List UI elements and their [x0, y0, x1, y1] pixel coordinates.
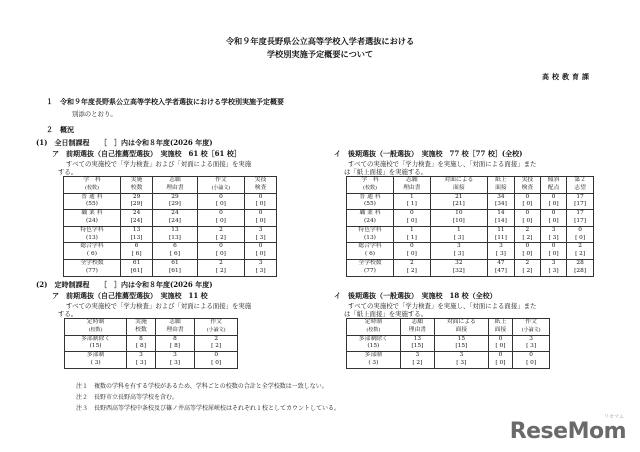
table-cell: 2 [ 2]: [197, 226, 245, 243]
table-cell: 0 [ 0]: [540, 210, 566, 227]
table-cell: 2 [ 2]: [514, 259, 540, 276]
fulltime-early-heading: ア 前期選抜（自己推薦型選抜） 実施校 61 校［61 校］: [52, 149, 241, 158]
table-cell: 13 [13]: [153, 226, 197, 243]
fulltime-early-desc2: する。: [58, 168, 78, 176]
table-cell: 0 [ 0]: [514, 210, 540, 227]
table-cell: 3 [ 3]: [155, 352, 195, 369]
table-row: [65, 335, 238, 352]
table-row: [64, 210, 277, 227]
table-row: [347, 210, 594, 227]
table-cell: 3 [ 3]: [540, 259, 566, 276]
table-cell: 3 [ 3]: [245, 226, 277, 243]
table-cell: 29 [29]: [120, 193, 152, 210]
table-cell: 24 [24]: [120, 210, 152, 227]
table-cell: 10 [10]: [430, 210, 487, 227]
table-total-row: [64, 259, 277, 276]
note-1: 注１ 複数の学科を有する学校があるため、学科ごとの校数の合計と全学校数は一致しない。: [76, 383, 328, 390]
table-cell: 0 [ 0]: [540, 193, 566, 210]
table-cell: 0 [ 0]: [197, 210, 245, 227]
table-cell: 2 [ 2]: [394, 259, 431, 276]
table-cell: 11 [11]: [488, 226, 515, 243]
table-header-cell: 学 科 (校数): [64, 177, 121, 194]
table-cell: 32 [32]: [430, 259, 487, 276]
table-header-cell: 対面による 面接: [434, 319, 488, 336]
table-header-cell: 志願 理由書: [153, 177, 197, 194]
table-header-cell: 実技 検査: [245, 177, 277, 194]
table-cell: 総合学科 ( 6): [64, 243, 121, 260]
table-header-cell: 傾斜 配点: [540, 177, 566, 194]
table-header-row: [347, 177, 594, 194]
fulltime-heading: (1) 全日制課程 ［ ］内は令和８年度(2026 年度): [36, 138, 213, 147]
table-cell: 28 [28]: [567, 259, 594, 276]
table-cell: 0 [ 0]: [540, 243, 566, 260]
parttime-late-heading: イ 後期選抜（一般選抜） 実施校 18 校（全校）: [334, 291, 497, 300]
table-cell: 29 [29]: [153, 193, 197, 210]
fulltime-late-heading: イ 後期選抜（一般選抜） 実施校 77 校［77 校］(全校): [334, 149, 523, 158]
table-cell: 0 [ 0]: [488, 335, 513, 352]
table-cell: 0 [ 0]: [197, 243, 245, 260]
table-cell: 3 [ 2]: [400, 352, 434, 369]
table-cell: 47 [47]: [488, 259, 515, 276]
table-cell: 61 [61]: [120, 259, 152, 276]
section1-heading: １ 令和９年度長野県公立高等学校入学者選抜における学校別実施予定概要: [46, 97, 284, 106]
table-cell: 多部制 ( 3): [347, 352, 401, 369]
resemom-logo: ReseMom: [509, 419, 626, 444]
parttime-early-desc1: すべての実施校で「学力検査」および「対面による面接」を実施: [66, 302, 252, 310]
table-row: [64, 193, 277, 210]
table-cell: 2 [ 2]: [197, 259, 245, 276]
table-cell: 3 [ 3]: [434, 352, 488, 369]
table-cell: 24 [24]: [153, 210, 197, 227]
table-cell: 34 [34]: [488, 193, 515, 210]
table-cell: 3 [ 3]: [513, 335, 550, 352]
table-total-row: [347, 259, 594, 276]
table-cell: 0 [ 0]: [195, 352, 238, 369]
table-row: [65, 352, 238, 369]
table-header-cell: 志願 理由書: [155, 319, 195, 336]
table-cell: 61 [61]: [153, 259, 197, 276]
table-header-cell: 学 科 (校数): [347, 177, 394, 194]
table-cell: 6 [ 6]: [120, 243, 152, 260]
table-header-cell: 定時制 (校数): [65, 319, 127, 336]
table-cell: 0 [ 0]: [488, 352, 513, 369]
table-cell: 総合学科 ( 6): [347, 243, 394, 260]
table-cell: 3 [ 3]: [540, 226, 566, 243]
table-header-row: [64, 177, 277, 194]
table-cell: 全学校数 (77): [64, 259, 121, 276]
table-header-cell: 紙上 面接: [488, 177, 515, 194]
table-row: [64, 243, 277, 260]
table-cell: 17 [17]: [567, 193, 594, 210]
table-cell: 21 [21]: [430, 193, 487, 210]
table-row: [347, 243, 594, 260]
table-cell: 1 [ 1]: [394, 226, 431, 243]
table-cell: 3 [ 3]: [245, 259, 277, 276]
table-cell: 0 [ 0]: [514, 193, 540, 210]
parttime-late-desc1: すべての実施校で「学力検査」を実施し、「対面による面接」また: [348, 302, 537, 310]
table-header-cell: 作文 (小論文): [195, 319, 238, 336]
parttime-early-heading: ア 前期選抜（自己推薦型選抜） 実施校 11 校: [52, 291, 208, 300]
parttime-late-table: [346, 318, 550, 369]
table-header-cell: 実施 校数: [127, 319, 155, 336]
note-3: 注３ 長野西高等学校中条校及び篠ノ井高等学校犀峡校はそれぞれ１校としてカウントしている。: [76, 405, 341, 412]
table-header-cell: 定時制 (校数): [347, 319, 401, 336]
table-row: [347, 226, 594, 243]
table-cell: 特色学科 (13): [64, 226, 121, 243]
table-cell: 普 通 科 (55): [64, 193, 121, 210]
table-row: [347, 193, 594, 210]
table-row: [347, 352, 550, 369]
table-cell: 8 [ 8]: [155, 335, 195, 352]
table-header-cell: 対面による 面接: [430, 177, 487, 194]
table-cell: 多部制除く (15): [347, 335, 401, 352]
parttime-heading: (2) 定時制課程 ［ ］内は令和８年度(2026 年度): [36, 280, 213, 289]
table-cell: 職 業 科 (24): [64, 210, 121, 227]
table-cell: 6 [ 6]: [153, 243, 197, 260]
table-header-cell: 作文 (小論文): [513, 319, 550, 336]
fulltime-early-desc1: すべての実施校で「学力検査」および「対面による面接」を実施: [66, 160, 252, 168]
fulltime-late-desc2: は「紙上面接」を実施する。: [344, 168, 428, 176]
table-cell: 2 [ 2]: [514, 226, 540, 243]
parttime-early-table: [64, 318, 238, 369]
table-header-cell: 志願 理由書: [394, 177, 431, 194]
logo-subtext: リセマム: [604, 414, 624, 420]
table-cell: 13 [13]: [120, 226, 152, 243]
table-header-cell: 第２ 志望: [567, 177, 594, 194]
table-cell: 0 [ 0]: [245, 210, 277, 227]
table-cell: 8 [ 8]: [127, 335, 155, 352]
table-cell: 17 [17]: [567, 210, 594, 227]
table-row: [64, 226, 277, 243]
table-cell: 0 [ 0]: [394, 243, 431, 260]
table-cell: 1 [ 1]: [394, 193, 431, 210]
table-cell: 多部制除く (15): [65, 335, 127, 352]
fulltime-late-desc1: すべての実施校で「学力検査」を実施し、「対面による面接」また: [348, 160, 537, 168]
table-cell: 1 [ 3]: [430, 226, 487, 243]
table-cell: 3 [ 3]: [430, 243, 487, 260]
table-cell: 0 [ 0]: [245, 243, 277, 260]
section1-body: 別添のとおり。: [72, 110, 117, 118]
table-cell: 2 [ 2]: [195, 335, 238, 352]
table-cell: 普 通 科 (55): [347, 193, 394, 210]
table-cell: 2 [ 2]: [567, 243, 594, 260]
table-cell: 3 [ 3]: [127, 352, 155, 369]
table-cell: 0 [ 0]: [513, 352, 550, 369]
parttime-early-desc2: する。: [58, 310, 78, 318]
table-header-cell: 紙上 面接: [488, 319, 513, 336]
table-header-row: [65, 319, 238, 336]
table-header-row: [347, 319, 550, 336]
parttime-late-desc2: は「紙上面接」を実施する。: [344, 310, 428, 318]
table-cell: 3 [ 3]: [488, 243, 515, 260]
table-cell: 0 [ 0]: [394, 210, 431, 227]
table-cell: 特色学科 (13): [347, 226, 394, 243]
fulltime-early-table: [63, 176, 277, 277]
document-title-line1: 令和９年度長野県公立高等学校入学者選抜における: [225, 36, 415, 46]
table-cell: 13 [15]: [400, 335, 434, 352]
department-name: 高校教育課: [542, 72, 592, 81]
note-2: 注２ 長野市立長野高等学校を含む。: [76, 394, 179, 401]
table-cell: 14 [14]: [488, 210, 515, 227]
table-cell: 0 [ 0]: [245, 193, 277, 210]
table-cell: 全学校数 (77): [347, 259, 394, 276]
table-cell: 0 [ 0]: [197, 193, 245, 210]
table-cell: 職 業 科 (24): [347, 210, 394, 227]
table-cell: 0 [ 0]: [514, 243, 540, 260]
table-cell: 15 [15]: [434, 335, 488, 352]
table-header-cell: 作文 (小論文): [197, 177, 245, 194]
table-row: [347, 335, 550, 352]
table-header-cell: 実技 検査: [514, 177, 540, 194]
table-cell: 0 [ 0]: [567, 226, 594, 243]
fulltime-late-table: [346, 176, 594, 277]
section2-heading: ２ 概況: [46, 125, 74, 134]
table-cell: 多部制 ( 3): [65, 352, 127, 369]
document-title-line2: 学校別実施予定概要について: [266, 49, 374, 59]
table-header-cell: 志願 理由書: [400, 319, 434, 336]
table-header-cell: 実施 校数: [120, 177, 152, 194]
